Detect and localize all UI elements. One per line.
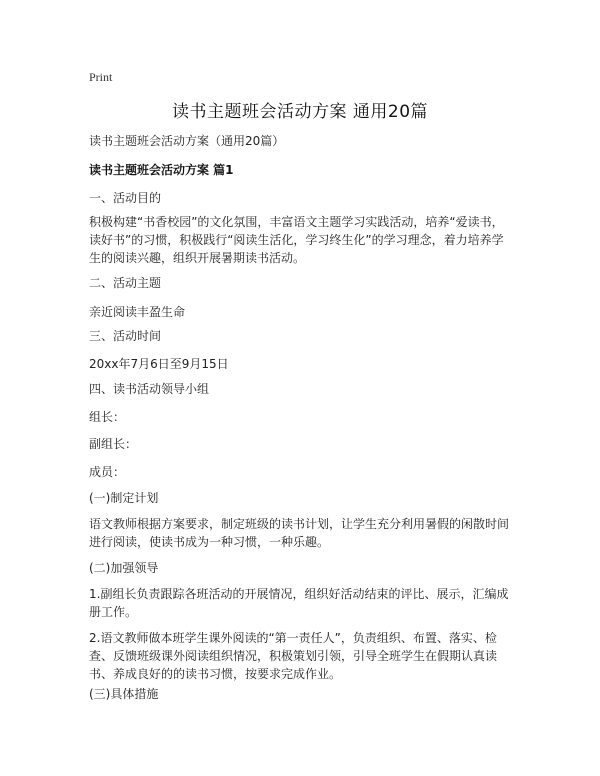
heading-strengthen-leadership: (二)加强领导 — [89, 561, 159, 575]
paragraph-activity-purpose: 积极构建“书香校园”的文化氛围，丰富语文主题学习实践活动，培养“爱读书，读好书”的习惯，积极践行“阅读生活化，学习终生化”的学习理念，着力培养学生的阅读兴趣，组织开展暑期读书活动。 — [89, 215, 504, 265]
label-leader: 组长： — [89, 410, 126, 424]
subtitle: 读书主题班会活动方案（通用20篇） — [89, 134, 285, 148]
heading-leadership-group: 四、读书活动领导小组 — [89, 382, 210, 396]
paragraph-activity-theme: 亲近阅读丰盈生命 — [89, 305, 186, 319]
paragraph-teacher-duty: 2.语文教师做本班学生课外阅读的“第一责任人”，负责组织、布置、落实、检查、反馈班级课外阅读组织情况，积极策划引领，引导全班学生在假期认真读书、养成良好的的读书习惯，按要求完成作业。 — [89, 631, 498, 681]
heading-make-plan: (一)制定计划 — [89, 491, 159, 505]
heading-activity-theme: 二、活动主题 — [89, 276, 162, 290]
paragraph-make-plan: 语文教师根据方案要求，制定班级的读书计划，让学生充分利用暑假的闲散时间进行阅读，使读书成为一种习惯，一种乐趣。 — [89, 517, 510, 549]
section-heading: 读书主题班会活动方案 篇1 — [89, 163, 234, 177]
paragraph-vice-leader-duty: 1.副组长负责跟踪各班活动的开展情况，组织好活动结束的评比、展示，汇编成册工作。 — [89, 587, 509, 619]
label-members: 成员： — [89, 465, 126, 479]
print-label[interactable]: Print — [89, 70, 113, 84]
label-vice-leader: 副组长： — [89, 437, 138, 451]
page-title: 读书主题班会活动方案 通用20篇 — [171, 102, 429, 122]
heading-specific-measures: (三)具体措施 — [89, 687, 159, 701]
paragraph-activity-time: 20xx年7月6日至9月15日 — [89, 357, 229, 371]
heading-activity-purpose: 一、活动目的 — [89, 191, 162, 205]
heading-activity-time: 三、活动时间 — [89, 329, 162, 343]
